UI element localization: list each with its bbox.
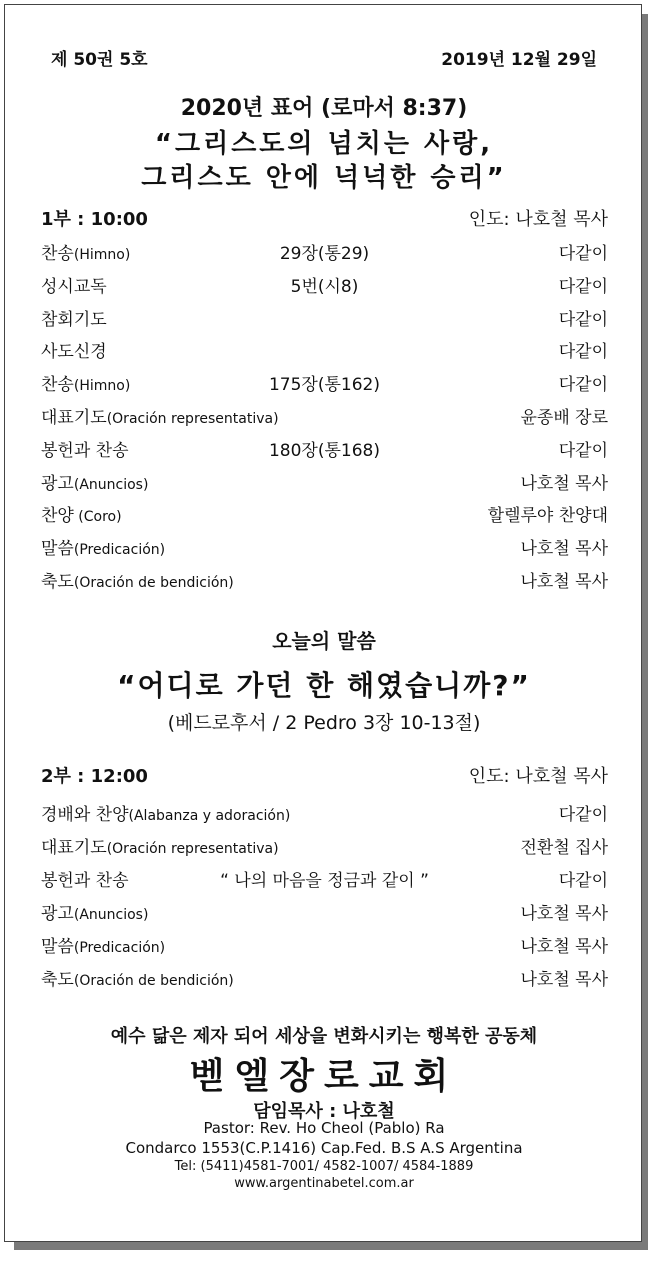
order-item-row bbox=[41, 934, 608, 960]
order-item-person: 다같이 bbox=[558, 440, 608, 461]
order-item-title bbox=[41, 503, 122, 530]
sermon-label: 오늘의 말씀 bbox=[272, 629, 376, 653]
sermon-title: “어디로 가던 한 해였습니까?” bbox=[117, 669, 531, 702]
order-item-title bbox=[41, 835, 279, 862]
order-item-subtitle: (Coro) bbox=[73, 509, 122, 526]
order-item-row bbox=[41, 438, 608, 464]
order-item-title bbox=[41, 967, 234, 994]
order-item-title bbox=[41, 339, 107, 366]
service1-time: 1부 : 10:00 bbox=[41, 209, 148, 230]
pastor-english: Pastor: Rev. Ho Cheol (Pablo) Ra bbox=[203, 1119, 445, 1137]
order-item-name: 말씀 bbox=[41, 539, 74, 560]
order-item-row bbox=[41, 503, 608, 529]
service2-header bbox=[41, 764, 608, 790]
order-item-person: 다같이 bbox=[558, 871, 608, 891]
order-item-person: 다같이 bbox=[558, 375, 608, 396]
order-item-person: 다같이 bbox=[558, 309, 608, 330]
order-item-name: 찬송 bbox=[41, 375, 74, 396]
order-item-subtitle: (Oración de bendición) bbox=[73, 973, 234, 989]
issue-number: 제 50권 5호 bbox=[51, 50, 148, 70]
order-item-subtitle: (Oración representativa) bbox=[106, 841, 279, 857]
motto-title: 2020년 표어 (로마서 8:37) bbox=[180, 96, 468, 121]
order-item-subtitle: (Alabanza y adoración) bbox=[128, 808, 291, 824]
order-item-row bbox=[41, 339, 608, 365]
church-vision: 예수 닮은 제자 되어 세상을 변화시키는 행복한 공동체 bbox=[110, 1026, 538, 1047]
order-item-person: 할렐루야 찬양대 bbox=[487, 506, 608, 527]
order-item-title bbox=[41, 471, 148, 498]
order-item-person: 나호철 목사 bbox=[520, 539, 608, 560]
order-item-row bbox=[41, 835, 608, 861]
order-item-person: 나호철 목사 bbox=[520, 937, 608, 957]
bulletin-page bbox=[4, 4, 642, 1242]
order-item-person: 나호철 목사 bbox=[520, 572, 608, 592]
order-item-row bbox=[41, 307, 608, 333]
order-item-person: 나호철 목사 bbox=[520, 970, 608, 990]
order-item-subtitle: (Anuncios) bbox=[73, 476, 149, 493]
order-item-person: 다같이 bbox=[558, 805, 608, 825]
order-item-name: 말씀 bbox=[41, 937, 74, 957]
order-item-subtitle: (Himno) bbox=[73, 247, 131, 263]
order-item-row bbox=[41, 405, 608, 431]
order-item-subtitle: (Anuncios) bbox=[73, 907, 149, 923]
order-item-hymn: 5번(시8) bbox=[290, 276, 359, 297]
service1-leader: 인도: 나호철 목사 bbox=[468, 209, 608, 230]
order-item-person: 다같이 bbox=[558, 342, 608, 363]
order-item-person: 다같이 bbox=[558, 244, 608, 264]
order-item-row bbox=[41, 372, 608, 398]
order-item-title bbox=[41, 307, 107, 334]
order-item-subtitle: (Oración representativa) bbox=[106, 411, 279, 427]
church-website: www.argentinabetel.com.ar bbox=[234, 1176, 414, 1191]
order-item-hymn: 29장(통29) bbox=[279, 244, 370, 264]
order-item-name: 봉헌과 찬송 bbox=[41, 871, 129, 891]
order-item-row bbox=[41, 536, 608, 562]
order-item-person: 전환철 집사 bbox=[520, 838, 608, 858]
service2-leader: 인도: 나호철 목사 bbox=[468, 766, 608, 787]
order-item-name: 찬양 bbox=[41, 506, 74, 527]
order-item-person: 윤종배 장로 bbox=[520, 408, 608, 428]
service2-time: 2부 : 12:00 bbox=[41, 766, 148, 787]
order-item-name: 대표기도 bbox=[41, 408, 107, 428]
order-item-name: 축도 bbox=[41, 572, 74, 592]
order-item-name: 성시교독 bbox=[41, 276, 107, 297]
motto-line-1: “그리스도의 넘치는 사랑, bbox=[154, 129, 494, 159]
order-item-subtitle: (Predicación) bbox=[73, 940, 166, 956]
order-item-row bbox=[41, 274, 608, 300]
order-item-subtitle: (Predicación) bbox=[73, 542, 166, 559]
motto-line-2: 그리스도 안에 넉넉한 승리” bbox=[141, 163, 507, 193]
order-item-title bbox=[41, 536, 165, 563]
order-item-row bbox=[41, 471, 608, 497]
order-item-hymn: “ 나의 마음을 정금과 같이 ” bbox=[220, 871, 429, 891]
order-item-person: 나호철 목사 bbox=[520, 473, 608, 494]
order-item-name: 광고 bbox=[41, 904, 74, 924]
order-item-name: 참회기도 bbox=[41, 309, 107, 330]
order-item-hymn: 175장(통162) bbox=[268, 375, 380, 396]
order-item-row bbox=[41, 901, 608, 927]
sermon-reference: (베드로후서 / 2 Pedro 3장 10-13절) bbox=[167, 712, 481, 734]
order-item-name: 광고 bbox=[41, 473, 74, 494]
order-item-title bbox=[41, 802, 290, 829]
order-item-hymn: 180장(통168) bbox=[268, 440, 380, 461]
bulletin-date: 2019년 12월 29일 bbox=[441, 50, 597, 70]
order-item-title bbox=[41, 405, 279, 432]
order-item-title bbox=[41, 901, 148, 928]
church-phone: Tel: (5411)4581-7001/ 4582-1007/ 4584-1889 bbox=[174, 1159, 474, 1174]
church-name: 벧엘장로교회 bbox=[189, 1056, 459, 1097]
order-item-row bbox=[41, 967, 608, 993]
order-item-name: 봉헌과 찬송 bbox=[41, 440, 129, 461]
order-item-name: 대표기도 bbox=[41, 838, 107, 858]
order-item-name: 사도신경 bbox=[41, 342, 107, 363]
order-item-title bbox=[41, 569, 234, 596]
church-address: Condarco 1553(C.P.1416) Cap.Fed. B.S A.S Argentina bbox=[125, 1139, 523, 1157]
order-item-name: 찬송 bbox=[41, 244, 74, 264]
service1-header bbox=[41, 207, 608, 233]
order-item-title bbox=[41, 934, 165, 961]
order-item-name: 축도 bbox=[41, 970, 74, 990]
order-item-name: 경배와 찬양 bbox=[41, 805, 129, 825]
order-item-person: 나호철 목사 bbox=[520, 904, 608, 924]
order-item-person: 다같이 bbox=[558, 276, 608, 297]
order-item-subtitle: (Himno) bbox=[73, 378, 131, 395]
order-item-subtitle: (Oración de bendición) bbox=[73, 575, 234, 591]
order-item-row bbox=[41, 802, 608, 828]
order-item-row bbox=[41, 241, 608, 267]
senior-pastor: 담임목사 : 나호철 bbox=[253, 1101, 395, 1122]
order-item-row bbox=[41, 868, 608, 894]
order-item-row bbox=[41, 569, 608, 595]
